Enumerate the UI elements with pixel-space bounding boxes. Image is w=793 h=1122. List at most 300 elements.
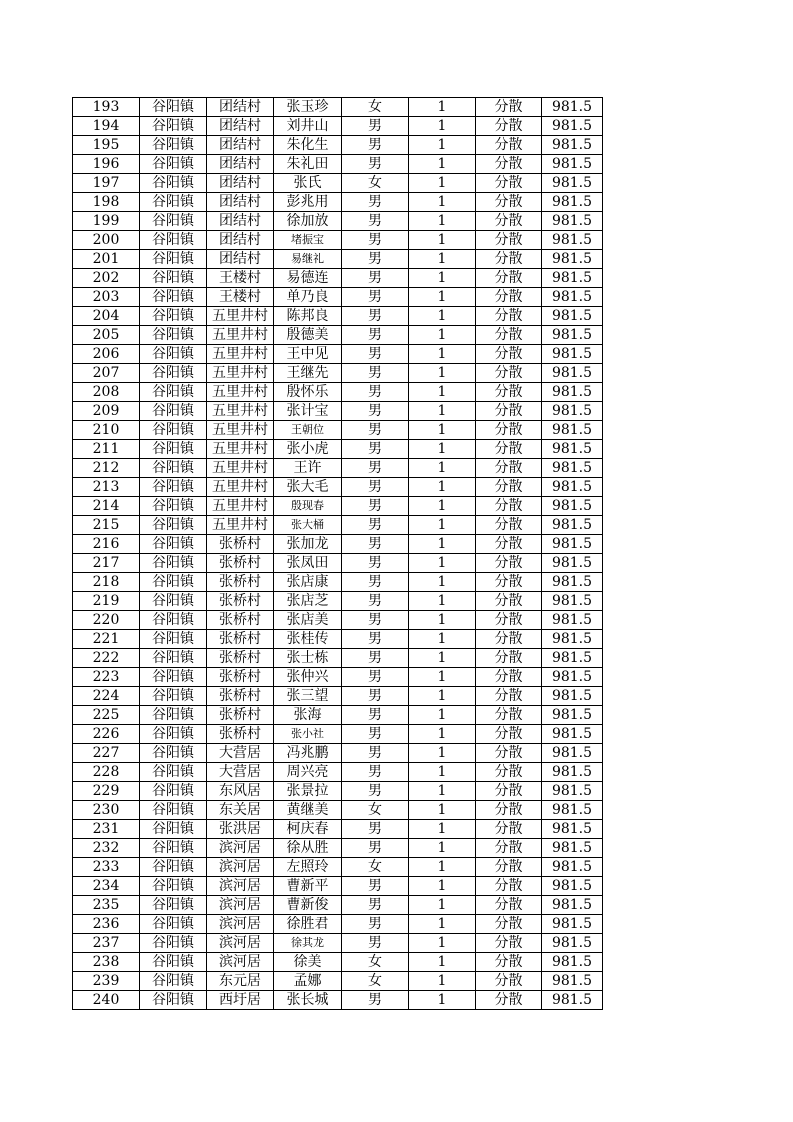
cell-amount: 981.5 <box>542 440 603 459</box>
cell-number: 203 <box>73 288 140 307</box>
table-row <box>73 155 603 174</box>
cell-name: 张计宝 <box>274 402 342 421</box>
cell-number: 237 <box>73 934 140 953</box>
cell-count: 1 <box>409 193 476 212</box>
cell-town: 谷阳镇 <box>140 269 207 288</box>
cell-type: 分散 <box>476 288 542 307</box>
table-row <box>73 991 603 1010</box>
cell-amount: 981.5 <box>542 744 603 763</box>
cell-name: 张桂传 <box>274 630 342 649</box>
cell-number: 196 <box>73 155 140 174</box>
cell-count: 1 <box>409 98 476 117</box>
table-row <box>73 687 603 706</box>
cell-type: 分散 <box>476 459 542 478</box>
cell-name: 张三望 <box>274 687 342 706</box>
cell-town: 谷阳镇 <box>140 687 207 706</box>
cell-number: 217 <box>73 554 140 573</box>
cell-village: 张洪居 <box>207 820 274 839</box>
cell-village: 团结村 <box>207 212 274 231</box>
cell-count: 1 <box>409 630 476 649</box>
cell-town: 谷阳镇 <box>140 649 207 668</box>
cell-village: 滨河居 <box>207 858 274 877</box>
cell-gender: 女 <box>342 858 409 877</box>
cell-town: 谷阳镇 <box>140 136 207 155</box>
cell-amount: 981.5 <box>542 839 603 858</box>
cell-town: 谷阳镇 <box>140 953 207 972</box>
cell-count: 1 <box>409 972 476 991</box>
cell-name: 堵振宝 <box>274 231 342 250</box>
cell-village: 团结村 <box>207 117 274 136</box>
cell-number: 239 <box>73 972 140 991</box>
cell-type: 分散 <box>476 497 542 516</box>
cell-gender: 男 <box>342 554 409 573</box>
cell-type: 分散 <box>476 136 542 155</box>
cell-type: 分散 <box>476 592 542 611</box>
cell-village: 团结村 <box>207 174 274 193</box>
cell-name: 柯庆春 <box>274 820 342 839</box>
cell-gender: 男 <box>342 763 409 782</box>
cell-name: 张小虎 <box>274 440 342 459</box>
cell-amount: 981.5 <box>542 98 603 117</box>
cell-type: 分散 <box>476 630 542 649</box>
table-row <box>73 364 603 383</box>
cell-count: 1 <box>409 345 476 364</box>
cell-village: 滨河居 <box>207 915 274 934</box>
table-row <box>73 535 603 554</box>
cell-village: 张桥村 <box>207 592 274 611</box>
cell-village: 滨河居 <box>207 896 274 915</box>
table-row <box>73 782 603 801</box>
cell-type: 分散 <box>476 972 542 991</box>
cell-town: 谷阳镇 <box>140 288 207 307</box>
cell-name: 左照玲 <box>274 858 342 877</box>
cell-town: 谷阳镇 <box>140 706 207 725</box>
cell-gender: 男 <box>342 877 409 896</box>
table-body <box>73 98 603 1010</box>
cell-type: 分散 <box>476 611 542 630</box>
cell-village: 团结村 <box>207 98 274 117</box>
cell-name: 易继礼 <box>274 250 342 269</box>
table-row <box>73 307 603 326</box>
cell-town: 谷阳镇 <box>140 668 207 687</box>
cell-number: 236 <box>73 915 140 934</box>
cell-village: 张桥村 <box>207 725 274 744</box>
cell-number: 221 <box>73 630 140 649</box>
cell-count: 1 <box>409 478 476 497</box>
cell-village: 张桥村 <box>207 554 274 573</box>
cell-name: 张店美 <box>274 611 342 630</box>
cell-type: 分散 <box>476 687 542 706</box>
table-row <box>73 193 603 212</box>
table-row <box>73 117 603 136</box>
cell-village: 张桥村 <box>207 649 274 668</box>
cell-count: 1 <box>409 231 476 250</box>
cell-gender: 男 <box>342 250 409 269</box>
cell-number: 205 <box>73 326 140 345</box>
cell-count: 1 <box>409 402 476 421</box>
cell-amount: 981.5 <box>542 915 603 934</box>
table-row <box>73 915 603 934</box>
cell-amount: 981.5 <box>542 953 603 972</box>
cell-town: 谷阳镇 <box>140 117 207 136</box>
cell-amount: 981.5 <box>542 630 603 649</box>
cell-amount: 981.5 <box>542 307 603 326</box>
cell-number: 234 <box>73 877 140 896</box>
cell-name: 张凤田 <box>274 554 342 573</box>
table-row <box>73 744 603 763</box>
table-row <box>73 459 603 478</box>
cell-name: 张店芝 <box>274 592 342 611</box>
cell-village: 张桥村 <box>207 668 274 687</box>
cell-town: 谷阳镇 <box>140 896 207 915</box>
table-row <box>73 288 603 307</box>
cell-town: 谷阳镇 <box>140 250 207 269</box>
cell-village: 张桥村 <box>207 535 274 554</box>
cell-name: 徐美 <box>274 953 342 972</box>
cell-town: 谷阳镇 <box>140 326 207 345</box>
cell-gender: 男 <box>342 402 409 421</box>
cell-number: 207 <box>73 364 140 383</box>
cell-gender: 女 <box>342 174 409 193</box>
cell-gender: 男 <box>342 782 409 801</box>
cell-type: 分散 <box>476 307 542 326</box>
cell-village: 五里井村 <box>207 516 274 535</box>
table-row <box>73 649 603 668</box>
cell-name: 殷现春 <box>274 497 342 516</box>
cell-amount: 981.5 <box>542 877 603 896</box>
cell-amount: 981.5 <box>542 117 603 136</box>
cell-type: 分散 <box>476 744 542 763</box>
cell-village: 东风居 <box>207 782 274 801</box>
cell-gender: 男 <box>342 573 409 592</box>
cell-type: 分散 <box>476 117 542 136</box>
cell-count: 1 <box>409 440 476 459</box>
cell-name: 曹新平 <box>274 877 342 896</box>
cell-town: 谷阳镇 <box>140 839 207 858</box>
cell-name: 徐加放 <box>274 212 342 231</box>
cell-town: 谷阳镇 <box>140 212 207 231</box>
cell-type: 分散 <box>476 763 542 782</box>
cell-name: 张仲兴 <box>274 668 342 687</box>
cell-village: 团结村 <box>207 250 274 269</box>
cell-type: 分散 <box>476 820 542 839</box>
table-row <box>73 953 603 972</box>
cell-type: 分散 <box>476 782 542 801</box>
cell-amount: 981.5 <box>542 535 603 554</box>
cell-gender: 男 <box>342 231 409 250</box>
cell-number: 215 <box>73 516 140 535</box>
cell-gender: 男 <box>342 421 409 440</box>
cell-count: 1 <box>409 782 476 801</box>
cell-type: 分散 <box>476 193 542 212</box>
cell-type: 分散 <box>476 839 542 858</box>
cell-town: 谷阳镇 <box>140 535 207 554</box>
cell-number: 225 <box>73 706 140 725</box>
table-row <box>73 212 603 231</box>
cell-amount: 981.5 <box>542 288 603 307</box>
cell-count: 1 <box>409 288 476 307</box>
cell-amount: 981.5 <box>542 820 603 839</box>
cell-type: 分散 <box>476 915 542 934</box>
cell-count: 1 <box>409 877 476 896</box>
cell-count: 1 <box>409 668 476 687</box>
cell-number: 232 <box>73 839 140 858</box>
cell-village: 五里井村 <box>207 345 274 364</box>
cell-number: 212 <box>73 459 140 478</box>
cell-name: 殷怀乐 <box>274 383 342 402</box>
cell-number: 198 <box>73 193 140 212</box>
table-row <box>73 402 603 421</box>
cell-gender: 男 <box>342 535 409 554</box>
cell-name: 陈邦良 <box>274 307 342 326</box>
cell-town: 谷阳镇 <box>140 402 207 421</box>
cell-amount: 981.5 <box>542 193 603 212</box>
cell-gender: 男 <box>342 212 409 231</box>
cell-number: 204 <box>73 307 140 326</box>
cell-number: 226 <box>73 725 140 744</box>
cell-town: 谷阳镇 <box>140 383 207 402</box>
cell-village: 团结村 <box>207 193 274 212</box>
cell-number: 210 <box>73 421 140 440</box>
cell-count: 1 <box>409 953 476 972</box>
cell-number: 193 <box>73 98 140 117</box>
cell-village: 团结村 <box>207 155 274 174</box>
cell-name: 孟娜 <box>274 972 342 991</box>
cell-count: 1 <box>409 592 476 611</box>
cell-type: 分散 <box>476 725 542 744</box>
cell-village: 张桥村 <box>207 630 274 649</box>
table-row <box>73 573 603 592</box>
cell-town: 谷阳镇 <box>140 497 207 516</box>
cell-town: 谷阳镇 <box>140 231 207 250</box>
cell-amount: 981.5 <box>542 858 603 877</box>
cell-name: 张加龙 <box>274 535 342 554</box>
cell-gender: 男 <box>342 820 409 839</box>
cell-count: 1 <box>409 896 476 915</box>
cell-gender: 男 <box>342 725 409 744</box>
cell-town: 谷阳镇 <box>140 478 207 497</box>
cell-name: 徐胜君 <box>274 915 342 934</box>
cell-village: 西圩居 <box>207 991 274 1010</box>
cell-name: 张大桶 <box>274 516 342 535</box>
table-row <box>73 478 603 497</box>
table-row <box>73 839 603 858</box>
cell-amount: 981.5 <box>542 402 603 421</box>
cell-type: 分散 <box>476 440 542 459</box>
cell-village: 五里井村 <box>207 402 274 421</box>
cell-town: 谷阳镇 <box>140 345 207 364</box>
cell-village: 张桥村 <box>207 706 274 725</box>
cell-gender: 男 <box>342 630 409 649</box>
table-row <box>73 516 603 535</box>
cell-number: 229 <box>73 782 140 801</box>
cell-count: 1 <box>409 744 476 763</box>
cell-gender: 男 <box>342 288 409 307</box>
cell-amount: 981.5 <box>542 611 603 630</box>
cell-type: 分散 <box>476 231 542 250</box>
cell-town: 谷阳镇 <box>140 858 207 877</box>
cell-gender: 男 <box>342 440 409 459</box>
cell-amount: 981.5 <box>542 763 603 782</box>
cell-number: 238 <box>73 953 140 972</box>
cell-number: 219 <box>73 592 140 611</box>
table-row <box>73 174 603 193</box>
cell-type: 分散 <box>476 801 542 820</box>
table-row <box>73 326 603 345</box>
cell-gender: 男 <box>342 744 409 763</box>
cell-type: 分散 <box>476 953 542 972</box>
cell-number: 216 <box>73 535 140 554</box>
table-row <box>73 820 603 839</box>
cell-count: 1 <box>409 383 476 402</box>
cell-village: 张桥村 <box>207 573 274 592</box>
cell-type: 分散 <box>476 345 542 364</box>
cell-town: 谷阳镇 <box>140 364 207 383</box>
cell-count: 1 <box>409 250 476 269</box>
cell-town: 谷阳镇 <box>140 516 207 535</box>
cell-number: 200 <box>73 231 140 250</box>
cell-amount: 981.5 <box>542 782 603 801</box>
cell-number: 195 <box>73 136 140 155</box>
cell-count: 1 <box>409 991 476 1010</box>
cell-town: 谷阳镇 <box>140 440 207 459</box>
cell-name: 张玉珍 <box>274 98 342 117</box>
cell-gender: 男 <box>342 193 409 212</box>
cell-count: 1 <box>409 801 476 820</box>
cell-town: 谷阳镇 <box>140 801 207 820</box>
cell-count: 1 <box>409 858 476 877</box>
table-row <box>73 706 603 725</box>
cell-amount: 981.5 <box>542 649 603 668</box>
cell-village: 王楼村 <box>207 269 274 288</box>
table-row <box>73 592 603 611</box>
cell-count: 1 <box>409 725 476 744</box>
cell-amount: 981.5 <box>542 174 603 193</box>
cell-count: 1 <box>409 535 476 554</box>
cell-amount: 981.5 <box>542 459 603 478</box>
cell-amount: 981.5 <box>542 383 603 402</box>
cell-amount: 981.5 <box>542 687 603 706</box>
cell-amount: 981.5 <box>542 934 603 953</box>
cell-name: 徐其龙 <box>274 934 342 953</box>
cell-number: 208 <box>73 383 140 402</box>
cell-number: 202 <box>73 269 140 288</box>
table-row <box>73 630 603 649</box>
cell-town: 谷阳镇 <box>140 744 207 763</box>
cell-town: 谷阳镇 <box>140 421 207 440</box>
cell-name: 张店康 <box>274 573 342 592</box>
cell-count: 1 <box>409 706 476 725</box>
cell-village: 大营居 <box>207 744 274 763</box>
cell-count: 1 <box>409 117 476 136</box>
cell-amount: 981.5 <box>542 421 603 440</box>
cell-number: 220 <box>73 611 140 630</box>
cell-gender: 男 <box>342 383 409 402</box>
cell-gender: 女 <box>342 98 409 117</box>
table-row <box>73 231 603 250</box>
cell-name: 曹新俊 <box>274 896 342 915</box>
cell-name: 单乃良 <box>274 288 342 307</box>
cell-name: 张长城 <box>274 991 342 1010</box>
cell-village: 东元居 <box>207 972 274 991</box>
cell-town: 谷阳镇 <box>140 763 207 782</box>
cell-count: 1 <box>409 649 476 668</box>
cell-amount: 981.5 <box>542 706 603 725</box>
cell-count: 1 <box>409 516 476 535</box>
cell-name: 王继先 <box>274 364 342 383</box>
cell-type: 分散 <box>476 478 542 497</box>
cell-town: 谷阳镇 <box>140 991 207 1010</box>
cell-name: 王朝位 <box>274 421 342 440</box>
cell-gender: 男 <box>342 307 409 326</box>
table-row <box>73 383 603 402</box>
cell-type: 分散 <box>476 212 542 231</box>
cell-gender: 男 <box>342 611 409 630</box>
cell-type: 分散 <box>476 174 542 193</box>
cell-number: 227 <box>73 744 140 763</box>
cell-count: 1 <box>409 326 476 345</box>
cell-town: 谷阳镇 <box>140 155 207 174</box>
cell-village: 五里井村 <box>207 326 274 345</box>
cell-town: 谷阳镇 <box>140 782 207 801</box>
cell-town: 谷阳镇 <box>140 877 207 896</box>
cell-amount: 981.5 <box>542 155 603 174</box>
cell-amount: 981.5 <box>542 212 603 231</box>
cell-town: 谷阳镇 <box>140 611 207 630</box>
cell-type: 分散 <box>476 991 542 1010</box>
cell-name: 王许 <box>274 459 342 478</box>
cell-gender: 男 <box>342 269 409 288</box>
cell-town: 谷阳镇 <box>140 630 207 649</box>
table-row <box>73 421 603 440</box>
table-row <box>73 801 603 820</box>
cell-number: 228 <box>73 763 140 782</box>
cell-count: 1 <box>409 174 476 193</box>
cell-count: 1 <box>409 459 476 478</box>
roster-table <box>72 97 603 1010</box>
cell-town: 谷阳镇 <box>140 193 207 212</box>
cell-gender: 男 <box>342 155 409 174</box>
cell-name: 王中见 <box>274 345 342 364</box>
table-row <box>73 250 603 269</box>
cell-name: 张小社 <box>274 725 342 744</box>
cell-number: 213 <box>73 478 140 497</box>
cell-amount: 981.5 <box>542 231 603 250</box>
cell-type: 分散 <box>476 668 542 687</box>
cell-amount: 981.5 <box>542 592 603 611</box>
cell-count: 1 <box>409 839 476 858</box>
cell-town: 谷阳镇 <box>140 934 207 953</box>
cell-number: 230 <box>73 801 140 820</box>
cell-count: 1 <box>409 212 476 231</box>
cell-number: 206 <box>73 345 140 364</box>
cell-count: 1 <box>409 934 476 953</box>
cell-amount: 981.5 <box>542 896 603 915</box>
cell-gender: 男 <box>342 136 409 155</box>
cell-type: 分散 <box>476 934 542 953</box>
cell-village: 王楼村 <box>207 288 274 307</box>
cell-amount: 981.5 <box>542 554 603 573</box>
cell-number: 199 <box>73 212 140 231</box>
table-row <box>73 763 603 782</box>
cell-type: 分散 <box>476 554 542 573</box>
cell-number: 224 <box>73 687 140 706</box>
cell-village: 五里井村 <box>207 383 274 402</box>
cell-gender: 女 <box>342 953 409 972</box>
cell-village: 张桥村 <box>207 687 274 706</box>
cell-type: 分散 <box>476 383 542 402</box>
cell-count: 1 <box>409 915 476 934</box>
